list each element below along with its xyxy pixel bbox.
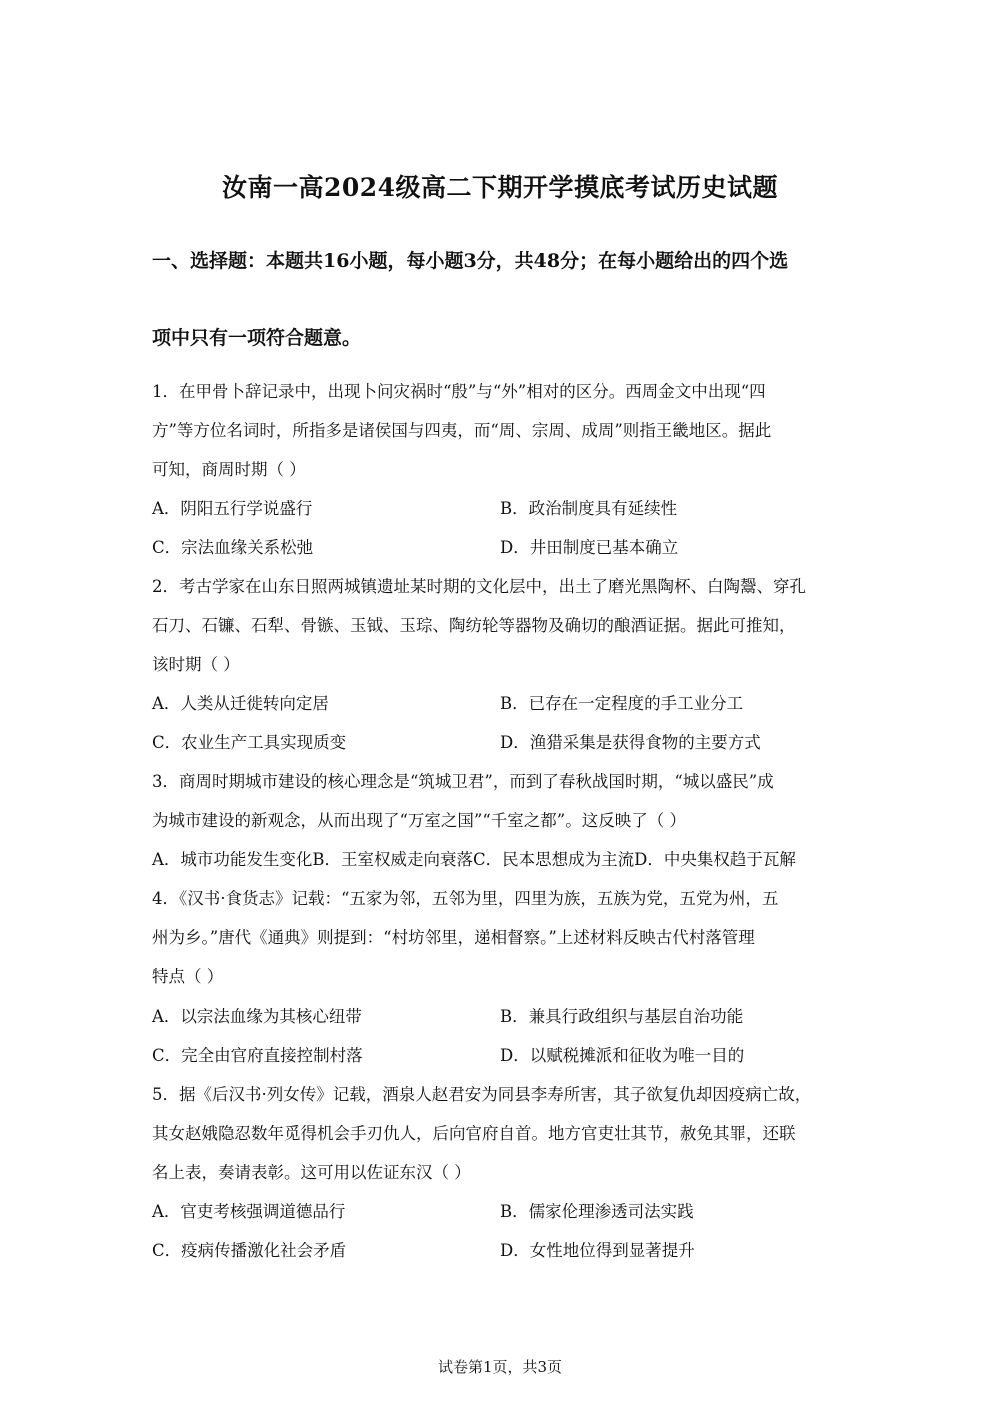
question-4-line-2: 州为乡。”唐代《通典》则提到：“村坊邻里，递相督察。”上述材料反映古代村落管理 <box>152 928 755 947</box>
question-4-option-b: B．兼具行政组织与基层自治功能 <box>500 1007 744 1026</box>
question-3-options: A．城市功能发生变化B．王室权威走向衰落C．民本思想成为主流D．中央集权趋于瓦解 <box>152 850 796 869</box>
question-5-line-1: 5．据《后汉书·列女传》记载，酒泉人赵君安为同县李寿所害，其子欲复仇却因疫病亡故， <box>152 1085 812 1104</box>
question-2-option-a: A．人类从迁徙转向定居 <box>152 694 329 713</box>
question-1-line-2: 方”等方位名词时，所指多是诸侯国与四夷，而“周、宗周、成周”则指王畿地区。据此 <box>152 421 772 440</box>
page-footer: 试卷第1页，共3页 <box>437 1358 563 1376</box>
question-2-line-2: 石刀、石镰、石犁、骨镞、玉钺、玉琮、陶纺轮等器物及确切的酿酒证据。据此可推知， <box>152 616 796 635</box>
question-2-option-d: D．渔猎采集是获得食物的主要方式 <box>500 733 761 752</box>
question-5-option-a: A．官吏考核强调道德品行 <box>152 1202 346 1221</box>
question-5-option-d: D．女性地位得到显著提升 <box>500 1241 695 1260</box>
question-4-option-c: C．完全由官府直接控制村落 <box>152 1046 363 1065</box>
question-4-option-d: D．以赋税摊派和征收为唯一目的 <box>500 1046 745 1065</box>
question-1-option-c: C．宗法血缘关系松弛 <box>152 538 314 557</box>
section-heading-line1: 一、选择题：本题共16小题，每小题3分，共48分；在每小题给出的四个选 <box>152 250 789 272</box>
question-3-line-2: 为城市建设的新观念，从而出现了“万室之国”“千室之都”。这反映了（ ） <box>152 811 686 830</box>
question-3-line-1: 3．商周时期城市建设的核心理念是“筑城卫君”，而到了春秋战国时期，“城以盛民”成 <box>152 772 774 791</box>
question-4-option-a: A．以宗法血缘为其核心纽带 <box>152 1007 362 1026</box>
exam-title: 汝南一高2024级高二下期开学摸底考试历史试题 <box>221 173 779 202</box>
question-5-line-2: 其女赵娥隐忍数年觅得机会手刃仇人，后向官府自首。地方官吏壮其节，赦免其罪，还联 <box>152 1124 796 1143</box>
question-5-option-b: B．儒家伦理渗透司法实践 <box>500 1202 694 1221</box>
section-heading-line2: 项中只有一项符合题意。 <box>152 327 362 349</box>
question-1-line-3: 可知，商周时期（ ） <box>152 460 306 479</box>
question-2-option-c: C．农业生产工具实现质变 <box>152 733 347 752</box>
question-5-option-c: C．疫病传播激化社会矛盾 <box>152 1241 347 1260</box>
question-2-option-b: B．已存在一定程度的手工业分工 <box>500 694 744 713</box>
question-4-line-1: 4．《汉书·食货志》记载：“五家为邻，五邻为里，四里为族，五族为党，五党为州，五 <box>152 889 779 908</box>
question-2-line-1: 2．考古学家在山东日照两城镇遗址某时期的文化层中，出土了磨光黑陶杯、白陶鬶、穿孔 <box>152 577 806 596</box>
question-1-option-a: A．阴阳五行学说盛行 <box>152 499 313 518</box>
question-1-line-1: 1．在甲骨卜辞记录中，出现卜问灾祸时“殷”与“外”相对的区分。西周金文中出现“四 <box>152 382 766 401</box>
question-2-line-3: 该时期（ ） <box>152 655 240 674</box>
question-4-line-3: 特点（ ） <box>152 967 224 986</box>
question-5-line-3: 名上表，奏请表彰。这可用以佐证东汉（ ） <box>152 1163 471 1182</box>
question-1-option-d: D．井田制度已基本确立 <box>500 538 679 557</box>
question-1-option-b: B．政治制度具有延续性 <box>500 499 678 518</box>
